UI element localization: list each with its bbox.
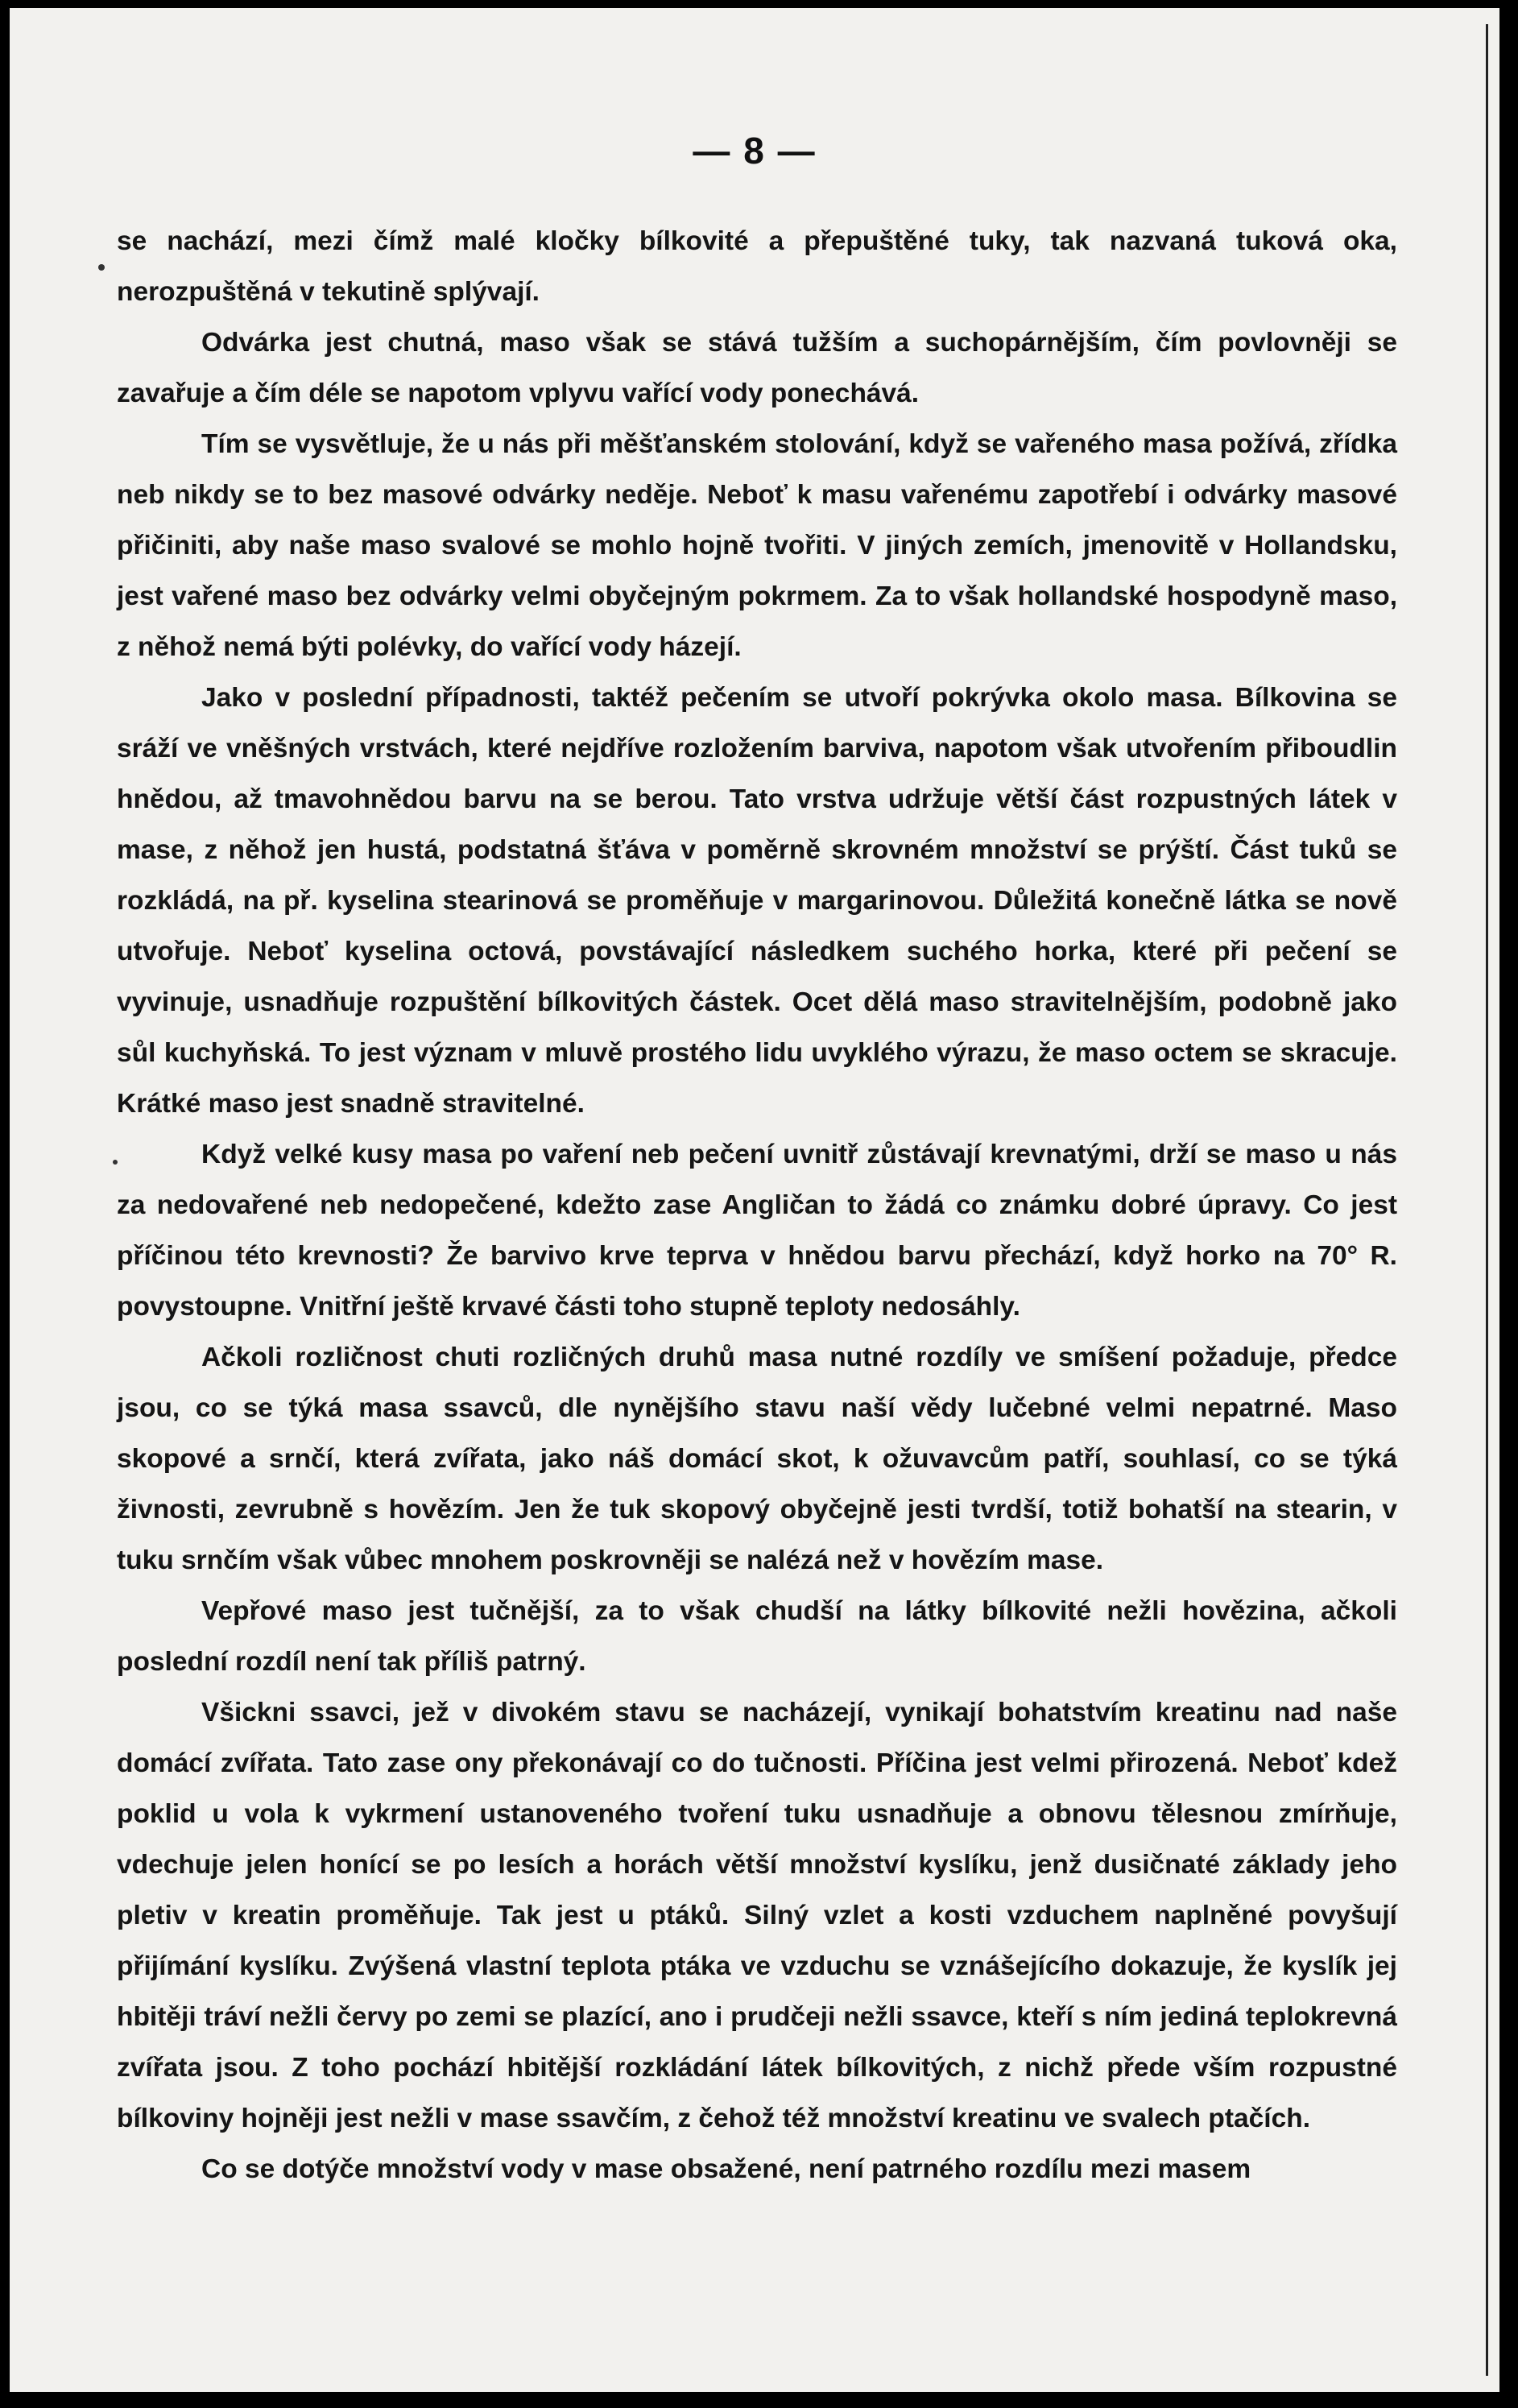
paragraph-8: Všickni ssavci, jež v divokém stavu se nacházejí, vynikají bohatstvím kreatinu nad naše domácí zvířata. Tato zase ony překonávají co do tučnosti. Příčina jest velmi přirozená. Neboť kdež poklid u vola k vykrmení ustanoveného tvoření tuku usnadňuje a obnovu tělesnou zmírňuje, vdechuje jelen honící se po lesích a horách větší množství kyslíku, jenž dusičnaté základy jeho pletiv v kreatin proměňuje. Tak jest u ptáků. Silný vzlet a kosti vzduchem naplněné povyšují přijímání kyslíku. Zvýšená vlastní teplota ptáka ve vzduchu se vznášejícího dokazuje, že kyslík jej hbitěji tráví nežli červy po zemi se plazící, ano i prudčeji nežli ssavce, kteří s ním jediná teplokrevná zvířata jsou. Z toho pochází hbitější rozkládání látek bílkovitých, z nichž přede vším rozpustné bílkoviny hojněji jest nežli v mase ssavčím, z čehož též množství kreatinu ve svalech ptačích. bbox=[117, 1698, 1397, 2133]
book-page bbox=[10, 8, 1499, 2392]
paragraph-3: Tím se vysvětluje, že u nás při měšťanském stolování, když se vařeného masa požívá, zřídka neb nikdy se to bez masové odvárky neděje. Neboť k masu vařenému zapotřebí i odvárky masové přičiniti, aby naše maso svalové se mohlo hojně tvořiti. V jiných zemích, jmenovitě v Hollandsku, jest vařené maso bez odvárky velmi obyčejným pokrmem. Za to však hollandské hospodyně maso, z něhož nemá býti polévky, do vařící vody házejí. bbox=[117, 429, 1397, 662]
page-body bbox=[117, 216, 1397, 2195]
paragraph-7: Vepřové maso jest tučnější, za to však chudší na látky bílkovité nežli hovězina, ačkoli poslední rozdíl není tak příliš patrný. bbox=[117, 1596, 1397, 1677]
print-speck bbox=[98, 264, 105, 271]
paragraph-9: Co se dotýče množství vody v mase obsažené, není patrného rozdílu mezi masem bbox=[201, 2154, 1251, 2184]
paragraph-4: Jako v poslední případnosti, taktéž pečením se utvoří pokrývka okolo masa. Bílkovina se sráží ve vněšných vrstvách, které nejdříve rozložením barviva, napotom však utvořením přiboudlin hnědou, až tmavohnědou barvu na se berou. Tato vrstva udržuje větší část rozpustných látek v mase, z něhož jen hustá, podstatná šťáva v poměrně skrovném množství se prýští. Část tuků se rozkládá, na př. kyselina stearinová se proměňuje v margarinovou. Důležitá konečně látka se nově utvořuje. Neboť kyselina octová, povstávající následkem suchého horka, které při pečení se vyvinuje, usnadňuje rozpuštění bílkovitých částek. Ocet dělá maso stravitelnějším, podobně jako sůl kuchyňská. To jest význam v mluvě prostého lidu uvyklého výrazu, že maso octem se skracuje. Krátké maso jest snadně stravitelné. bbox=[117, 683, 1397, 1119]
print-speck bbox=[113, 1160, 118, 1165]
paragraph-2: Odvárka jest chutná, maso však se stává tužším a suchopárnějším, čím povlovněji se zavařuje a čím déle se napotom vplyvu vařící vody ponechává. bbox=[117, 328, 1397, 408]
paragraph-5: Když velké kusy masa po vaření neb pečení uvnitř zůstávají krevnatými, drží se maso u nás za nedovařené neb nedopečené, kdežto zase Angličan to žádá co známku dobré úpravy. Co jest příčinou této krevnosti? Že barvivo krve teprva v hnědou barvu přechází, když horko na 70° R. povystoupne. Vnitřní ještě krvavé části toho stupně teploty nedosáhly. bbox=[117, 1140, 1397, 1322]
binding-edge bbox=[1486, 24, 1488, 2376]
paragraph-1: se nachází, mezi čímž malé kločky bílkovité a přepuštěné tuky, tak nazvaná tuková oka, nerozpuštěná v tekutině splývají. bbox=[117, 226, 1397, 307]
page-number: — 8 — bbox=[693, 130, 817, 172]
paragraph-6: Ačkoli rozličnost chuti rozličných druhů masa nutné rozdíly ve smíšení požaduje, předce jsou, co se týká masa ssavců, dle nynějšího stavu naší vědy lučebné velmi nepatrné. Maso skopové a srnčí, která zvířata, jako náš domácí skot, k ožuvavcům patří, souhlasí, co se týká živnosti, zevrubně s hovězím. Jen že tuk skopový obyčejně jesti tvrdší, totiž bohatší na stearin, v tuku srnčím však vůbec mnohem poskrovněji se nalézá než v hovězím mase. bbox=[117, 1343, 1397, 1575]
